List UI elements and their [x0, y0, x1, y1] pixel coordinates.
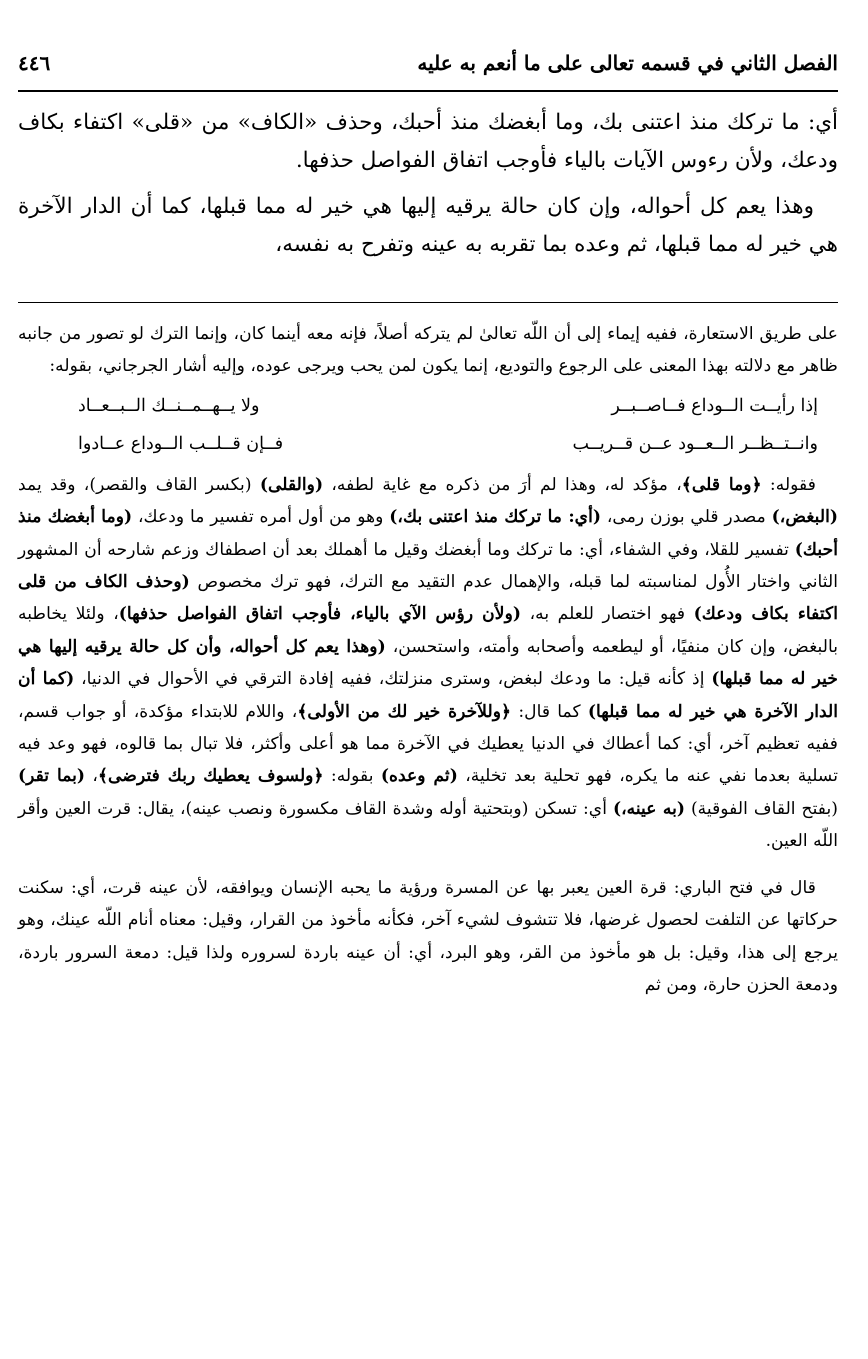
verse-2-first-hemistich: وانــتــظــر الــعــود عــن قــريــب	[572, 433, 818, 454]
quoted-matn-segment: (ثم وعده)	[380, 766, 458, 787]
commentary-segment: فهو اختصار للعلم به،	[521, 604, 694, 625]
quoted-matn-segment: (به عينه،)	[612, 798, 686, 819]
quoted-matn-segment: (وما أبغضك منذ أحبك)	[18, 507, 838, 560]
commentary-paragraph-1: على طريق الاستعارة، ففيه إيماء إلى أن اللّه تعالىٰ لم يتركه أصلاً، فإنه معه أينما كان، وإنما الترك لو تصور من جانبه ظاهر مع دلالته بهذا المعنى على الرجوع والتوديع، إنما يكون لمن يحب ويرجى عوده، وإليه أشار الجرجاني، بقوله:	[18, 324, 838, 377]
quoted-matn-segment: (وهذا يعم كل أحواله، وأن كل حالة يرقيه إليها هي خير له مما قبلها)	[18, 636, 838, 690]
quoted-matn-segment: ﴿وما قلى﴾	[681, 474, 762, 495]
commentary-paragraph-2	[18, 469, 838, 858]
verse-1-first-hemistich: إذا رأيــت الــوداع فــاصــبــر	[611, 395, 818, 416]
commentary-segment: تفسير للقلا، وفي الشفاء، أي: ما تركك وما أبغضك وقيل ما أهملك بعد أن اصطفاك وزعم شارحه أن المشهور الثاني واختار الأُول لمناسبته لما قبله، والإهمال عدم التقيد مع الترك، فهو ترك مخصوص	[18, 539, 838, 593]
quoted-matn-segment: ﴿ولسوف يعطيك ربك فترضى﴾	[97, 766, 324, 787]
commentary-segment: أي: تسكن (وبتحتية أوله وشدة القاف مكسورة ونصب عينه)، يقال: قرت العين وأقر اللّه العين.	[18, 798, 838, 852]
commentary-paragraph-3: قال في فتح الباري: قرة العين يعبر بها عن المسرة ورؤية ما يحبه الإنسان ويوافقه، لأن عينه قرت، أي: سكنت حركاتها عن التلفت لحصول غرضها، فلا تتشوف لشيء آخر، فكأنه مأخوذ من القرار، وقيل: معناه أنام اللّه عينك، وهو يرجع إلى هذا، وقيل: بل هو مأخوذ من القر، وهو البرد، أي: أن عينه باردة لسروره ولذا قيل: دمعة السرور باردة، ودمعة الحزن حارة، ومن ثم	[18, 877, 838, 995]
poem	[18, 387, 838, 463]
chapter-title: الفصل الثاني في قسمه تعالى على ما أنعم به عليه	[417, 51, 838, 75]
poem-verse-1	[18, 387, 838, 425]
page-header	[18, 44, 838, 82]
commentary-segment: مصدر قلي بوزن رمى،	[601, 507, 772, 528]
commentary-segment: ،	[85, 766, 98, 787]
commentary-segment: ، واللام للابتداء مؤكدة، أو جواب قسم، ففيه تعظيم آخر، أي: كما أعطاك في الدنيا يعطيك في الآخرة مما هو أعلى وأكثر، فلا تبال بما قالوه، فهو وعد فيه تسلية بعدما نفي عنه ما يكره، فهو تحلية بعد تخلية،	[18, 701, 838, 787]
quoted-matn-segment: (البغض،)	[771, 507, 839, 528]
commentary-segment: ، مؤكد له، وهذا لم أرَ من ذكره مع غاية لطفه،	[323, 474, 682, 495]
commentary-segment: إذ كأنه قيل: ما ودعك لبغض، وسترى منزلتك، ففيه إفادة الترقي في الأحوال في الدنيا،	[74, 669, 712, 690]
commentary-segment: وهو من أول أمره تفسير ما ودعك،	[132, 507, 390, 528]
quoted-matn-segment: (بما تقر)	[18, 766, 86, 787]
commentary-segment: بقوله:	[323, 766, 381, 787]
commentary-segment: (بفتح القاف الفوقية)	[685, 798, 838, 819]
quoted-matn-segment: (وحذف الكاف من قلى اكتفاء بكاف ودعك)	[18, 572, 838, 625]
main-text	[18, 104, 838, 264]
quoted-matn-segment: (والقلى)	[259, 474, 324, 495]
quoted-matn-segment: (ولأن رؤس الآي بالياء، فأوجب اتفاق الفواصل حذفها)	[118, 604, 522, 625]
quoted-matn-segment: (كما أن الدار الآخرة هي خير له مما قبلها)	[18, 669, 838, 722]
poem-verse-2	[18, 425, 838, 463]
header-rule	[18, 90, 838, 92]
verse-1-second-hemistich: ولا يــهــمــنــك الــبــعــاد	[78, 395, 260, 416]
commentary-segment: فقوله:	[761, 474, 816, 495]
quoted-matn-segment: (أي: ما تركك منذ اعتنى بك،)	[389, 507, 602, 528]
commentary-separator	[18, 302, 838, 303]
main-paragraph-2: وهذا يعم كل أحواله، وإن كان حالة يرقيه إليها هي خير له مما قبلها، كما أن الدار الآخرة هي خير له مما قبلها، ثم وعده بما تقربه به عينه وتفرح به نفسه،	[18, 194, 838, 257]
quoted-matn-segment: ﴿وللآخرة خير لك من الأولى﴾	[297, 701, 512, 722]
main-paragraph-1: أي: ما تركك منذ اعتنى بك، وما أبغضك منذ أحبك، وحذف «الكاف» من «قلى» اكتفاء بكاف ودعك، ولأن رءوس الآيات بالياء فأوجب اتفاق الفواصل حذفها.	[18, 110, 838, 173]
verse-2-second-hemistich: فــإن قــلــب الــوداع عــادوا	[78, 433, 284, 454]
page-number: ٤٤٦	[18, 51, 51, 75]
commentary	[18, 318, 838, 1001]
commentary-segment: كما قال:	[511, 701, 588, 722]
commentary-segment: (بكسر القاف والقصر)، وقد يمد	[18, 474, 260, 495]
commentary-segment: ، ولئلا يخاطبه بالبغض، وإن كان منفيًا، أو ليطعمه وأصحابه وأمته، واستحسن،	[18, 604, 838, 657]
